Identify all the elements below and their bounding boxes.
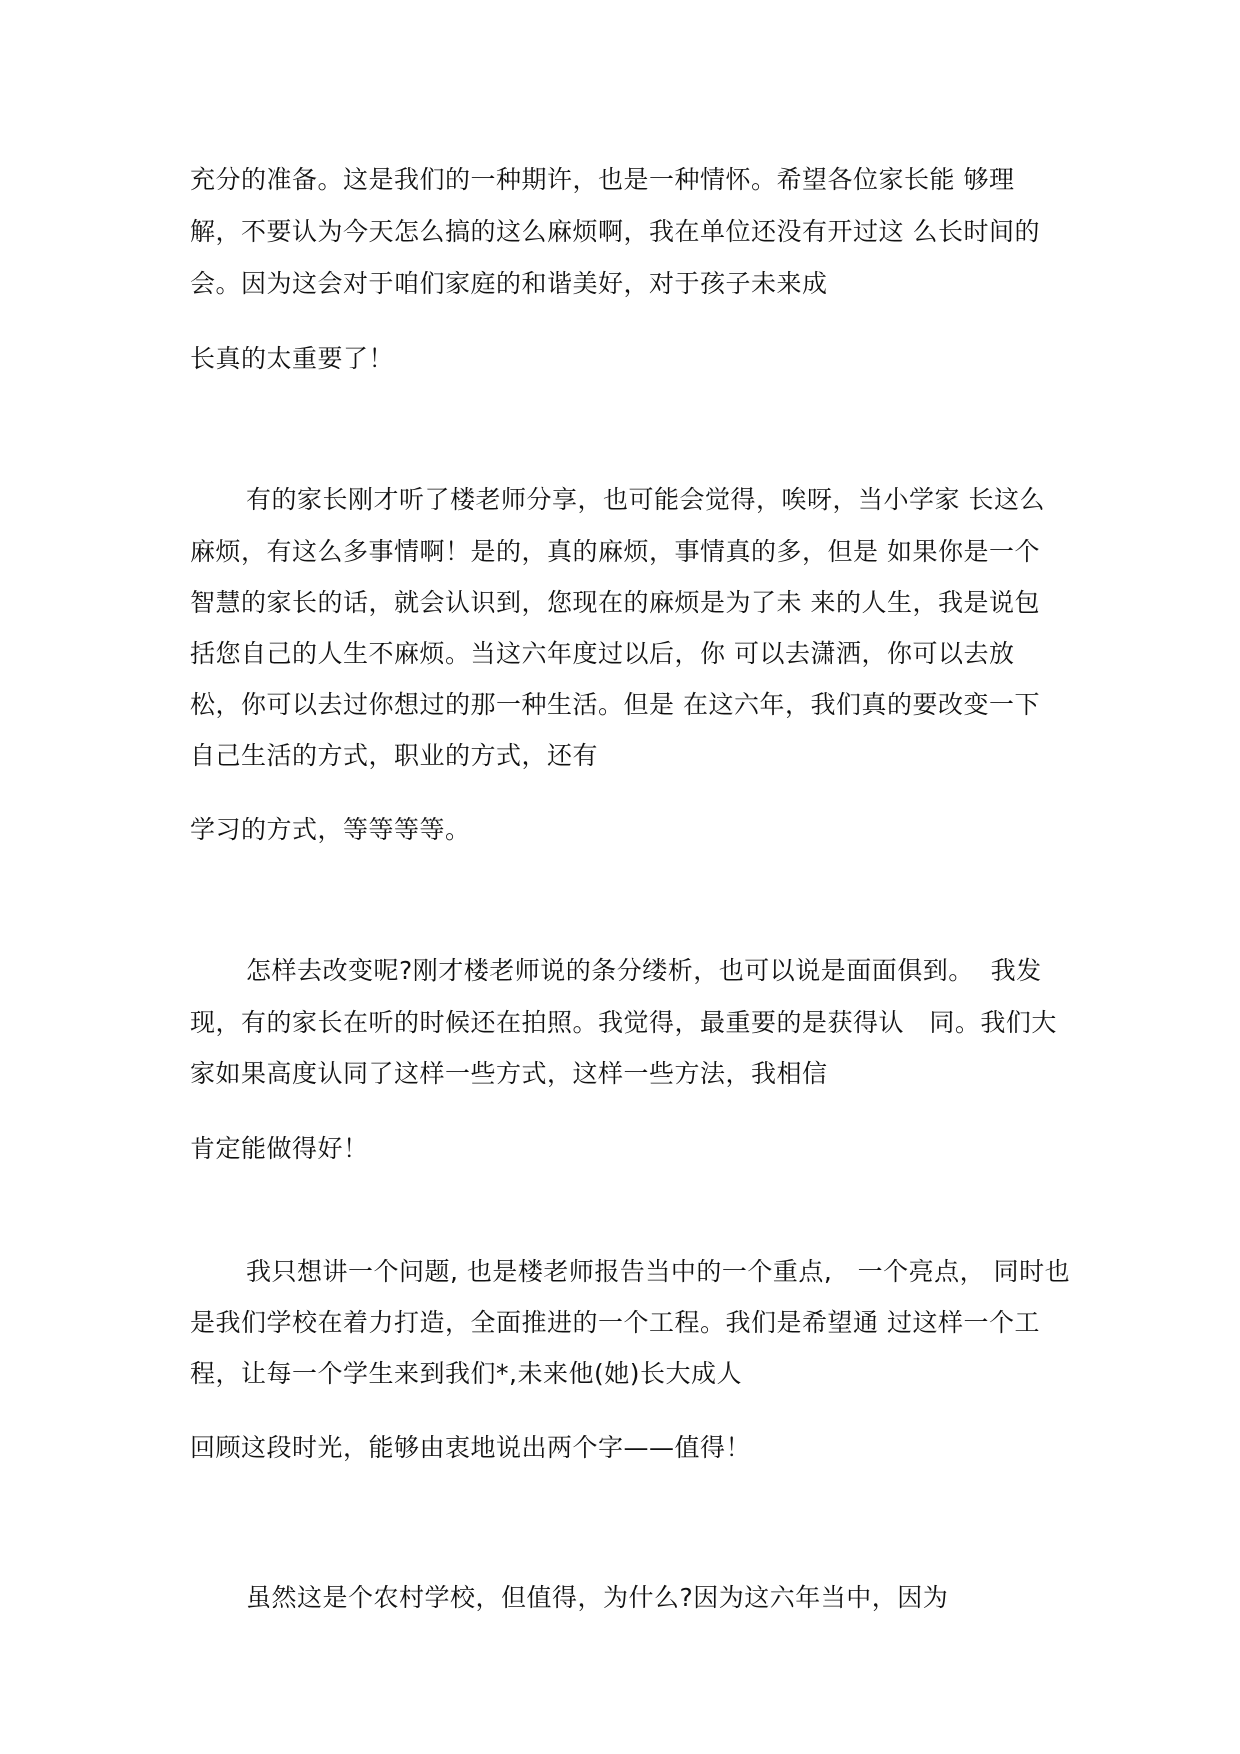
text-line: 解，不要认为今天怎么搞的这么麻烦啊，我在单位还没有开过这 么长时间的 — [190, 217, 1040, 246]
text-line: 是我们学校在着力打造，全面推进的一个工程。我们是希望通 过这样一个工 — [190, 1308, 1040, 1337]
text-line: 充分的准备。这是我们的一种期许，也是一种情怀。希望各位家长能 够理 — [190, 165, 1015, 194]
text-line: 松，你可以去过你想过的那一种生活。但是 在这六年，我们真的要改变一下 — [190, 690, 1040, 719]
text-line: 有的家长刚才听了楼老师分享，也可能会觉得，唉呀，当小学家 长这么 — [246, 485, 1045, 514]
text-line: 家如果高度认同了这样一些方式，这样一些方法，我相信 — [190, 1059, 828, 1088]
text-line: 虽然这是个农村学校，但值得，为什么?因为这六年当中，因为 — [246, 1583, 949, 1612]
text-line: 学习的方式，等等等等。 — [190, 815, 471, 844]
text-line: 自己生活的方式，职业的方式，还有 — [190, 741, 599, 770]
text-line: 括您自己的人生不麻烦。当这六年度过以后，你 可以去潇洒，你可以去放 — [190, 639, 1015, 668]
text-line: 我只想讲一个问题, 也是楼老师报告当中的一个重点, 一个亮点， 同时也 — [246, 1257, 1071, 1286]
text-line: 长真的太重要了！ — [190, 344, 395, 373]
text-line: 现，有的家长在听的时候还在拍照。我觉得，最重要的是获得认 同。我们大 — [190, 1008, 1057, 1037]
text-line: 智慧的家长的话，就会认识到，您现在的麻烦是为了未 来的人生，我是说包 — [190, 588, 1040, 617]
text-line: 程，让每一个学生来到我们*,未来他(她)长大成人 — [190, 1359, 742, 1388]
text-line: 怎样去改变呢?刚才楼老师说的条分缕析，也可以说是面面俱到。 我发 — [246, 956, 1042, 985]
text-line: 肯定能做得好！ — [190, 1134, 369, 1163]
text-line: 麻烦，有这么多事情啊！是的，真的麻烦，事情真的多，但是 如果你是一个 — [190, 537, 1040, 566]
text-line: 会。因为这会对于咱们家庭的和谐美好，对于孩子未来成 — [190, 269, 828, 298]
text-line: 回顾这段时光，能够由衷地说出两个字——值得！ — [190, 1433, 752, 1462]
